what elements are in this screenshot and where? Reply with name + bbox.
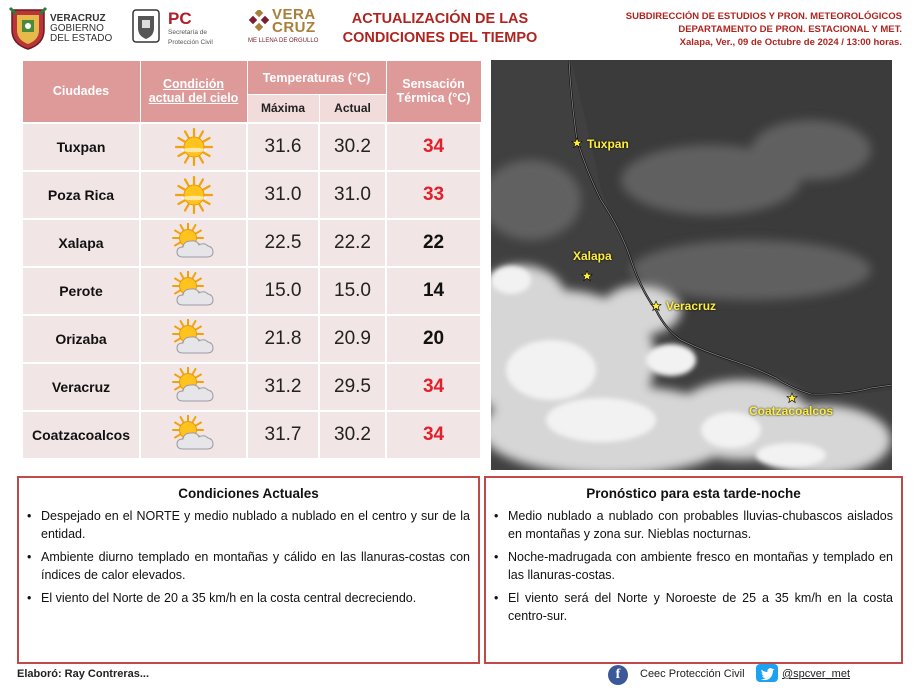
header-max: Máxima [247,95,319,123]
proteccion-civil-logo [130,6,240,52]
partly-cloudy-icon [140,219,247,267]
city-name: Xalapa [22,219,140,267]
veracruz-logo-line3: DEL ESTADO [50,33,113,44]
header-temperatures: Temperaturas (°C) [247,61,386,95]
brand-line1: VERA [272,6,316,23]
pc-logo-line1: Secretaría de [168,29,208,36]
weather-table [21,60,482,460]
max-temp: 31.6 [247,123,319,171]
header-condition-line2: actual del cielo [148,91,239,106]
feels-like-temp: 20 [386,315,481,363]
table-row [22,267,481,315]
department-info [602,10,902,49]
list-item: • Noche-madrugada con ambiente fresco en montañas y templado en las llanuras-costas. [494,549,893,584]
brand-line2: CRUZ [272,19,316,36]
partly-cloudy-icon [140,267,247,315]
table-row [22,171,481,219]
satellite-image [491,60,892,470]
current-temp: 15.0 [319,267,386,315]
forecast-list [494,508,893,625]
pc-logo-line2: Protección Civil [168,38,213,46]
pc-emblem-icon [130,6,162,46]
max-temp: 31.2 [247,363,319,411]
facebook-link[interactable]: Ceec Protección Civil [640,668,745,680]
forecast-title: Pronóstico para esta tarde-noche [586,486,801,501]
table-row [22,411,481,459]
partly-cloudy-icon [140,411,247,459]
city-name: Tuxpan [22,123,140,171]
twitter-icon[interactable] [756,664,778,682]
city-name: Orizaba [22,315,140,363]
header-condition [140,61,247,123]
table-row [22,123,481,171]
forecast-panel [484,476,903,664]
page-title [330,10,550,48]
brand-tagline: ME LLENA DE ORGULLO [248,38,319,44]
max-temp: 31.0 [247,171,319,219]
sunny-icon [140,171,247,219]
dept-line1: SUBDIRECCIÓN DE ESTUDIOS Y PRON. METEOROLÓGICOS [625,11,902,22]
twitter-handle[interactable]: @spcver_met [782,668,851,680]
current-conditions-list [27,508,470,608]
social-links [608,664,908,686]
label-tuxpan: Tuxpan [587,137,629,151]
sunny-icon [140,123,247,171]
label-xalapa: Xalapa [573,249,612,263]
feels-like-temp: 34 [386,363,481,411]
page-header [0,0,918,58]
author-credit: Elaboró: Ray Contreras... [17,668,150,680]
max-temp: 22.5 [247,219,319,267]
current-temp: 30.2 [319,411,386,459]
list-item: • El viento será del Norte y Noroeste de 25 a 35 km/h en la costa centro-sur. [494,590,893,625]
feels-like-temp: 34 [386,123,481,171]
current-temp: 20.9 [319,315,386,363]
title-line1: ACTUALIZACIÓN DE LAS [351,11,529,27]
feels-like-temp: 22 [386,219,481,267]
partly-cloudy-icon [140,315,247,363]
partly-cloudy-icon [140,363,247,411]
label-coatzacoalcos: Coatzacoalcos [749,404,834,418]
veracruz-logo-text [50,14,112,44]
list-item: • El viento del Norte de 20 a 35 km/h en la costa central decreciendo. [27,590,470,608]
max-temp: 31.7 [247,411,319,459]
current-temp: 31.0 [319,171,386,219]
feels-like-temp: 33 [386,171,481,219]
city-name: Perote [22,267,140,315]
veracruz-government-logo [8,6,128,52]
max-temp: 21.8 [247,315,319,363]
header-feels-like [386,61,481,123]
table-row [22,315,481,363]
current-temp: 30.2 [319,123,386,171]
feels-like-temp: 14 [386,267,481,315]
city-name: Coatzacoalcos [22,411,140,459]
pc-logo-title: PC [168,9,192,28]
title-line2: CONDICIONES DEL TIEMPO [342,30,538,46]
current-conditions-panel [17,476,480,664]
header-feels-line2: Térmica (°C) [396,91,471,106]
current-temp: 29.5 [319,363,386,411]
current-temp: 22.2 [319,219,386,267]
list-item: • Despejado en el NORTE y medio nublado a nublado en el centro y sur de la entidad. [27,508,470,543]
feels-like-temp: 34 [386,411,481,459]
facebook-icon[interactable]: f [608,665,628,685]
list-item: • Ambiente diurno templado en montañas y cálido en las llanuras-costas con índices de calor elevados. [27,549,470,584]
header-current: Actual [319,95,386,123]
table-row [22,219,481,267]
veracruz-logo-line2: GOBIERNO [50,23,104,34]
max-temp: 15.0 [247,267,319,315]
report-date: Xalapa, Ver., 09 de Octubre de 2024 / 13:00 horas. [679,37,902,48]
brand-flower-icon [248,10,270,36]
label-veracruz: Veracruz [666,299,717,313]
city-name: Veracruz [22,363,140,411]
current-conditions-title: Condiciones Actuales [178,486,319,501]
header-cities: Ciudades [22,61,140,123]
list-item: • Medio nublado a nublado con probables lluvias-chubascos aislados en montañas y zona sur. Nieblas nocturnas. [494,508,893,543]
veracruz-brand-logo [248,8,318,52]
header-condition-line1: Condición [162,77,225,92]
shield-icon [8,6,48,50]
table-row [22,363,481,411]
dept-line2: DEPARTAMENTO DE PRON. ESTACIONAL Y MET. [678,24,902,35]
header-feels-line1: Sensación [402,77,465,92]
city-name: Poza Rica [22,171,140,219]
veracruz-logo-line1: VERACRUZ [50,13,106,24]
